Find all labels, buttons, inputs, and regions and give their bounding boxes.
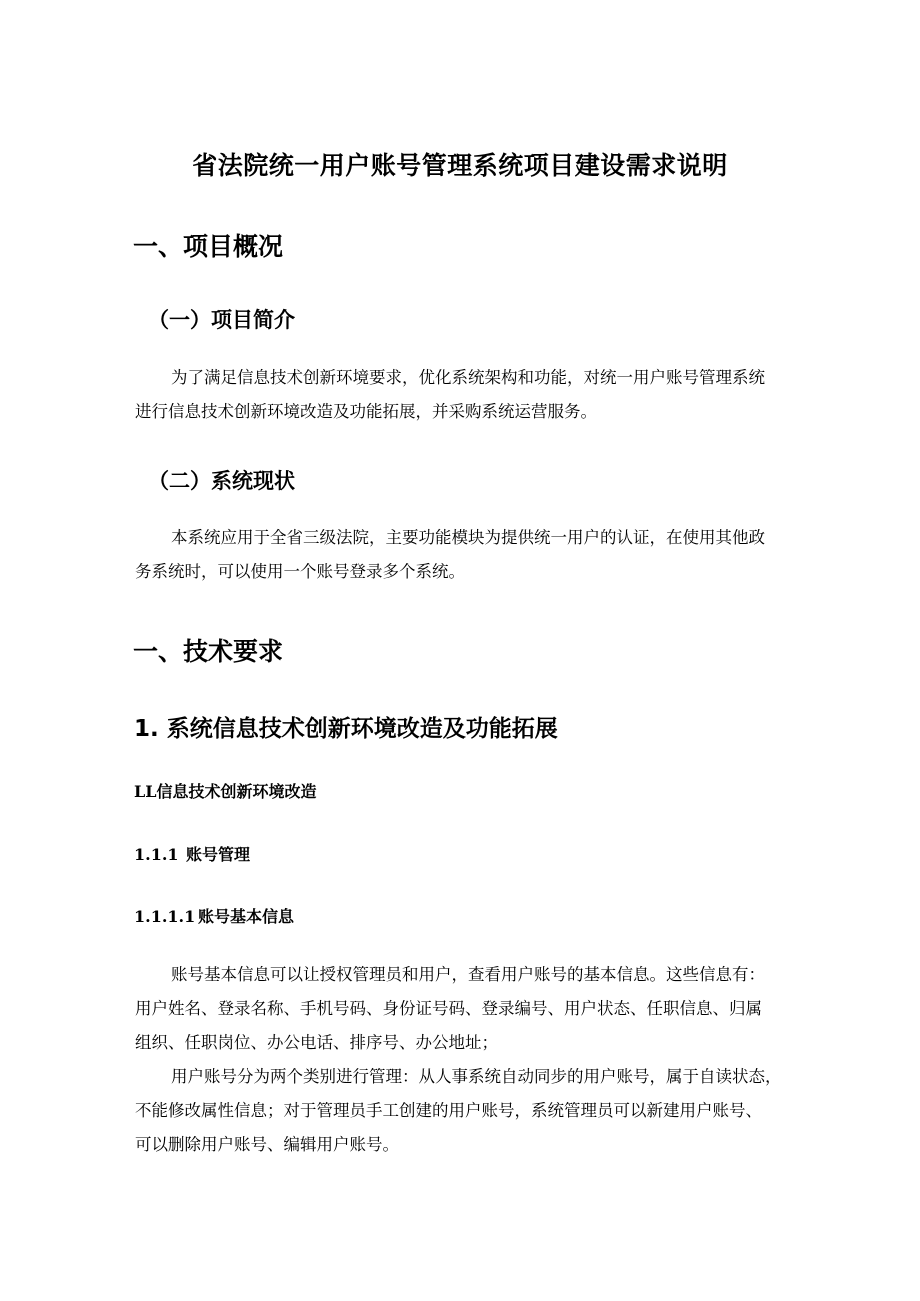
item-heading-1-1-1-1 <box>134 904 294 927</box>
paragraph-intro <box>135 361 785 429</box>
paragraph-account-info <box>135 958 785 1060</box>
paragraph-line: 进行信息技术创新环境改造及功能拓展，并采购系统运营服务。 <box>135 402 597 421</box>
paragraph-line: 用户账号分为两个类别进行管理：从人事系统自动同步的用户账号，属于自读状态， <box>171 1067 782 1086</box>
paragraph-line: 用户姓名、登录名称、手机号码、身份证号码、登录编号、用户状态、任职信息、归属 <box>135 999 762 1018</box>
paragraph-line: 不能修改属性信息；对于管理员手工创建的用户账号，系统管理员可以新建用户账号、 <box>135 1101 762 1120</box>
paragraph-line: 务系统时，可以使用一个账号登录多个系统。 <box>135 562 465 581</box>
item-heading-1 <box>134 710 558 743</box>
paragraph-line: 账号基本信息可以让授权管理员和用户，查看用户账号的基本信息。这些信息有： <box>171 965 765 984</box>
item-text: . 系统信息技术创新环境改造及功能拓展 <box>150 716 558 742</box>
document-title: 省法院统一用户账号管理系统项目建设需求说明 <box>192 151 728 180</box>
item-number: 1.1.1 <box>134 845 179 864</box>
section-heading-tech: 一、技术要求 <box>133 637 284 666</box>
paragraph-status <box>135 521 785 589</box>
paragraph-line: 组织、任职岗位、办公电话、排序号、办公地址； <box>135 1033 498 1052</box>
item-number: 1 <box>134 716 151 742</box>
paragraph-line: 本系统应用于全省三级法院，主要功能模块为提供统一用户的认证，在使用其他政 <box>171 528 765 547</box>
subsection-heading-status: （二）系统现状 <box>148 468 295 493</box>
item-heading-1-1-1 <box>134 842 250 865</box>
subsection-heading-intro: （一）项目简介 <box>148 307 295 332</box>
item-heading-1-1: LL信息技术创新环境改造 <box>134 782 317 801</box>
item-number: 1.1.1.1 <box>134 907 196 926</box>
item-text: 账号管理 <box>186 845 251 864</box>
paragraph-account-types <box>135 1060 785 1162</box>
section-heading-overview: 一、项目概况 <box>133 232 284 261</box>
paragraph-line: 为了满足信息技术创新环境要求，优化系统架构和功能，对统一用户账号管理系统 <box>171 368 765 387</box>
paragraph-line: 可以删除用户账号、编辑用户账号。 <box>135 1135 399 1154</box>
item-text: 账号基本信息 <box>198 907 295 926</box>
